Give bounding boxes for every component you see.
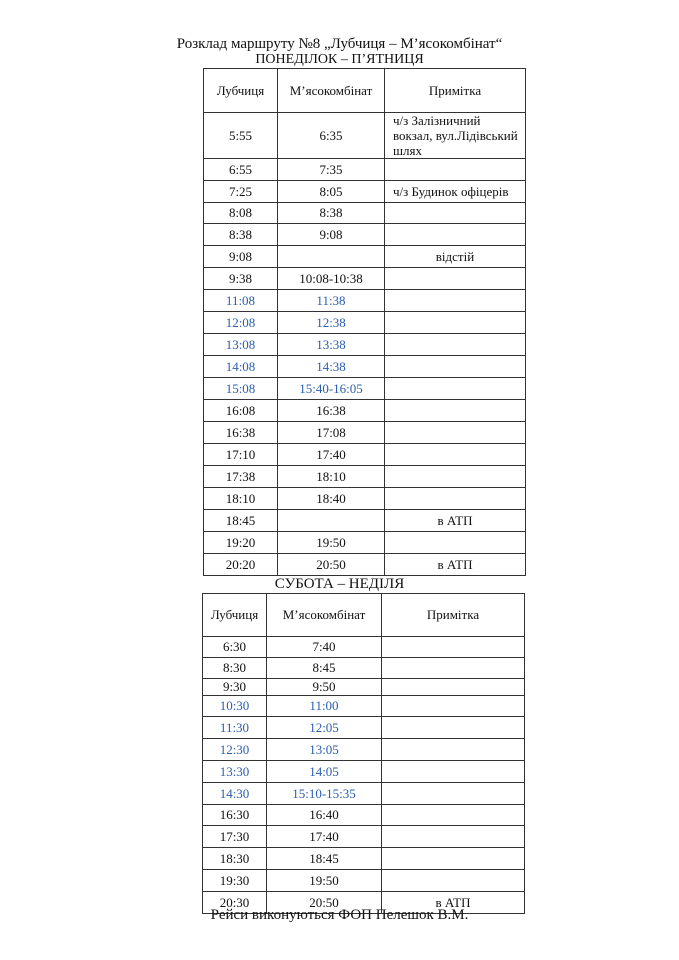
departure-lubchytsia: 16:30 (203, 805, 267, 826)
table-row (204, 224, 526, 246)
table-row (203, 696, 525, 717)
header-lubchytsia: Лубчиця (204, 69, 278, 113)
page-title: Розклад маршруту №8 „Лубчиця – М’ясокомбінат“ (176, 36, 503, 52)
departure-lubchytsia: 18:10 (204, 488, 278, 510)
departure-lubchytsia: 20:20 (204, 554, 278, 576)
table-row (203, 805, 525, 826)
note-cell (382, 848, 525, 870)
departure-miasokombinat: 17:08 (278, 422, 385, 444)
departure-miasokombinat: 11:38 (278, 290, 385, 312)
departure-miasokombinat: 14:38 (278, 356, 385, 378)
table-row (204, 246, 526, 268)
departure-miasokombinat: 19:50 (278, 532, 385, 554)
table-row (204, 488, 526, 510)
departure-miasokombinat: 8:38 (278, 203, 385, 224)
departure-lubchytsia: 11:08 (204, 290, 278, 312)
departure-lubchytsia: 14:08 (204, 356, 278, 378)
table-row (204, 400, 526, 422)
weekday-schedule-table (203, 68, 526, 576)
table-row (204, 466, 526, 488)
note-cell (385, 268, 526, 290)
departure-lubchytsia: 13:30 (203, 761, 267, 783)
note-cell (385, 378, 526, 400)
departure-miasokombinat: 16:40 (267, 805, 382, 826)
departure-miasokombinat: 18:10 (278, 466, 385, 488)
table-row (204, 510, 526, 532)
note-cell: ч/з Залізничний вокзал, вул.Лідівський шлях (385, 113, 526, 159)
table-row (204, 268, 526, 290)
departure-miasokombinat: 8:05 (278, 181, 385, 203)
departure-lubchytsia: 6:55 (204, 159, 278, 181)
note-cell (382, 658, 525, 679)
note-cell (382, 805, 525, 826)
table-row (203, 783, 525, 805)
departure-miasokombinat: 8:45 (267, 658, 382, 679)
departure-lubchytsia: 6:30 (203, 637, 267, 658)
departure-lubchytsia: 8:08 (204, 203, 278, 224)
departure-lubchytsia: 12:30 (203, 739, 267, 761)
departure-miasokombinat: 20:50 (278, 554, 385, 576)
table-row (203, 637, 525, 658)
note-cell (385, 203, 526, 224)
departure-miasokombinat: 18:45 (267, 848, 382, 870)
departure-miasokombinat: 13:05 (267, 739, 382, 761)
note-cell (385, 488, 526, 510)
table-row (203, 679, 525, 696)
table-row (204, 444, 526, 466)
table-row (203, 761, 525, 783)
weekday-heading: ПОНЕДІЛОК – П’ЯТНИЦЯ (255, 52, 424, 67)
departure-lubchytsia: 9:30 (203, 679, 267, 696)
departure-lubchytsia: 18:30 (203, 848, 267, 870)
departure-lubchytsia: 20:30 (203, 892, 267, 914)
departure-miasokombinat: 13:38 (278, 334, 385, 356)
note-cell (385, 356, 526, 378)
departure-miasokombinat: 14:05 (267, 761, 382, 783)
departure-lubchytsia: 16:08 (204, 400, 278, 422)
note-cell (385, 400, 526, 422)
departure-lubchytsia: 5:55 (204, 113, 278, 159)
departure-lubchytsia: 16:38 (204, 422, 278, 444)
note-cell (385, 532, 526, 554)
table-row (204, 378, 526, 400)
departure-miasokombinat: 7:40 (267, 637, 382, 658)
departure-lubchytsia: 17:10 (204, 444, 278, 466)
departure-lubchytsia: 8:30 (203, 658, 267, 679)
departure-miasokombinat: 19:50 (267, 870, 382, 892)
departure-lubchytsia: 19:20 (204, 532, 278, 554)
header-row (203, 594, 525, 637)
table-row (204, 422, 526, 444)
header-miasokombinat: М’ясокомбінат (278, 69, 385, 113)
departure-lubchytsia: 12:08 (204, 312, 278, 334)
table-row (204, 532, 526, 554)
departure-miasokombinat: 6:35 (278, 113, 385, 159)
departure-lubchytsia: 14:30 (203, 783, 267, 805)
table-row (204, 554, 526, 576)
header-lubchytsia: Лубчиця (203, 594, 267, 637)
note-cell (382, 696, 525, 717)
departure-lubchytsia: 18:45 (204, 510, 278, 532)
departure-lubchytsia: 7:25 (204, 181, 278, 203)
note-cell (382, 870, 525, 892)
departure-lubchytsia: 15:08 (204, 378, 278, 400)
departure-miasokombinat: 10:08-10:38 (278, 268, 385, 290)
departure-lubchytsia: 9:38 (204, 268, 278, 290)
departure-miasokombinat: 12:38 (278, 312, 385, 334)
departure-miasokombinat: 16:38 (278, 400, 385, 422)
header-row (204, 69, 526, 113)
table-row (203, 848, 525, 870)
departure-miasokombinat (278, 246, 385, 268)
table-row (203, 826, 525, 848)
departure-lubchytsia: 11:30 (203, 717, 267, 739)
table-row (204, 356, 526, 378)
table-row (204, 334, 526, 356)
table-row (204, 203, 526, 224)
departure-lubchytsia: 13:08 (204, 334, 278, 356)
departure-lubchytsia: 8:38 (204, 224, 278, 246)
note-cell (385, 334, 526, 356)
note-cell (382, 739, 525, 761)
note-cell: в АТП (382, 892, 525, 914)
table-row (203, 739, 525, 761)
note-cell (382, 761, 525, 783)
departure-miasokombinat: 15:10-15:35 (267, 783, 382, 805)
note-cell (382, 826, 525, 848)
departure-miasokombinat: 9:50 (267, 679, 382, 696)
departure-miasokombinat: 7:35 (278, 159, 385, 181)
note-cell (385, 422, 526, 444)
note-cell: ч/з Будинок офіцерів (385, 181, 526, 203)
table-row (203, 870, 525, 892)
departure-lubchytsia: 17:30 (203, 826, 267, 848)
header-prymitka: Примітка (385, 69, 526, 113)
note-cell: в АТП (385, 510, 526, 532)
departure-miasokombinat (278, 510, 385, 532)
note-cell: відстій (385, 246, 526, 268)
note-cell (382, 717, 525, 739)
note-cell (385, 444, 526, 466)
departure-miasokombinat: 17:40 (267, 826, 382, 848)
table-row (204, 290, 526, 312)
header-prymitka: Примітка (382, 594, 525, 637)
departure-miasokombinat: 17:40 (278, 444, 385, 466)
note-cell (382, 679, 525, 696)
table-row (204, 181, 526, 203)
note-cell (385, 224, 526, 246)
note-cell: в АТП (385, 554, 526, 576)
note-cell (385, 159, 526, 181)
departure-miasokombinat: 9:08 (278, 224, 385, 246)
departure-lubchytsia: 17:38 (204, 466, 278, 488)
departure-miasokombinat: 12:05 (267, 717, 382, 739)
weekend-heading: СУБОТА – НЕДІЛЯ (274, 576, 405, 592)
note-cell (382, 783, 525, 805)
departure-lubchytsia: 9:08 (204, 246, 278, 268)
departure-lubchytsia: 10:30 (203, 696, 267, 717)
note-cell (382, 637, 525, 658)
table-row (204, 159, 526, 181)
departure-miasokombinat: 20:50 (267, 892, 382, 914)
note-cell (385, 290, 526, 312)
departure-lubchytsia: 19:30 (203, 870, 267, 892)
table-row (203, 717, 525, 739)
weekend-schedule-table (202, 593, 525, 914)
header-miasokombinat: М’ясокомбінат (267, 594, 382, 637)
note-cell (385, 466, 526, 488)
departure-miasokombinat: 15:40-16:05 (278, 378, 385, 400)
table-row (203, 658, 525, 679)
note-cell (385, 312, 526, 334)
footer-note: Рейси виконуються ФОП Пелешок В.М. (210, 907, 469, 923)
departure-miasokombinat: 11:00 (267, 696, 382, 717)
departure-miasokombinat: 18:40 (278, 488, 385, 510)
table-row (204, 312, 526, 334)
table-row (204, 113, 526, 159)
